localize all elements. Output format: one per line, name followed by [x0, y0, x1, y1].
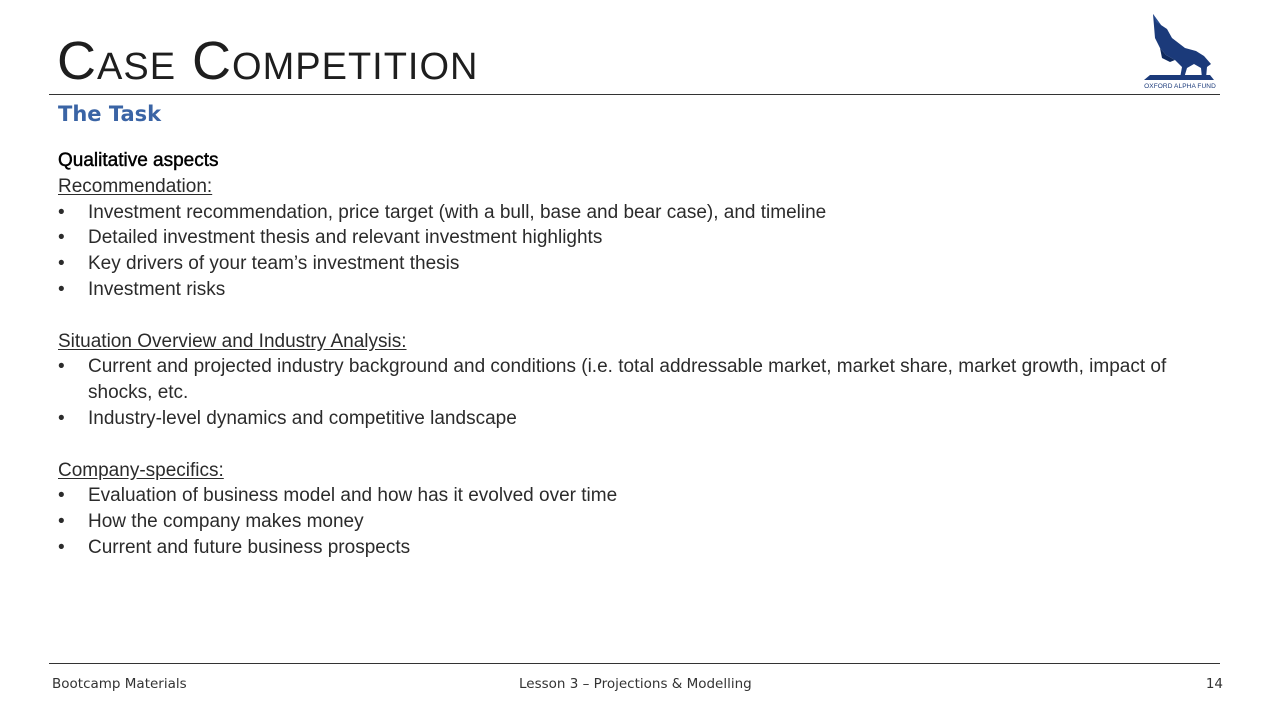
company-specifics-list — [58, 483, 1218, 560]
title-divider — [49, 94, 1220, 95]
list-item — [58, 200, 1218, 226]
section-spacer — [58, 303, 1218, 329]
section-heading-company-specifics: Company-specifics: — [58, 459, 224, 481]
bullet-icon: • — [58, 253, 65, 275]
list-item-text: How the company makes money — [88, 511, 364, 533]
list-item-text: Investment recommendation, price target (with a bull, base and bear case), and timeline — [88, 201, 827, 223]
wolf-logo-icon — [1140, 12, 1220, 92]
section-spacer — [58, 432, 1218, 458]
list-item — [58, 354, 1218, 406]
slide-content — [58, 148, 1218, 561]
list-item — [58, 509, 1218, 535]
list-item-text: Detailed investment thesis and relevant investment highlights — [88, 227, 603, 249]
list-item-text: Current and projected industry background and conditions (i.e. total addressable market, market share, market growth, impact of shocks, etc. — [88, 356, 1167, 404]
list-item — [58, 251, 1218, 277]
list-item-text: Industry-level dynamics and competitive landscape — [88, 407, 517, 429]
page-number: 14 — [1205, 676, 1223, 692]
aspects-heading: Qualitative aspects — [58, 150, 219, 171]
list-item — [58, 406, 1218, 432]
list-item — [58, 535, 1218, 561]
bullet-icon: • — [58, 511, 65, 533]
list-item-text: Key drivers of your team’s investment thesis — [88, 253, 460, 275]
footer-lesson-title: Lesson 3 – Projections & Modelling — [519, 676, 752, 692]
slide-title: Case Competition — [57, 31, 479, 91]
list-item — [58, 225, 1218, 251]
list-item-text: Evaluation of business model and how has it evolved over time — [88, 485, 618, 507]
bullet-icon: • — [58, 356, 65, 378]
footer-divider — [49, 663, 1220, 664]
section-heading-industry-analysis: Situation Overview and Industry Analysis: — [58, 330, 407, 352]
bullet-icon: • — [58, 536, 65, 558]
bullet-icon: • — [58, 407, 65, 429]
list-item — [58, 277, 1218, 303]
bullet-icon: • — [58, 278, 65, 300]
industry-analysis-list — [58, 354, 1218, 431]
slide-subtitle: The Task — [58, 102, 162, 126]
bullet-icon: • — [58, 227, 65, 249]
bullet-icon: • — [58, 485, 65, 507]
list-item — [58, 483, 1218, 509]
recommendation-list — [58, 200, 1218, 303]
list-item-text: Investment risks — [88, 278, 226, 300]
section-heading-recommendation: Recommendation: — [58, 175, 213, 197]
logo-caption: OXFORD ALPHA FUND — [1144, 83, 1216, 90]
list-item-text: Current and future business prospects — [88, 536, 411, 558]
bullet-icon: • — [58, 201, 65, 223]
footer-left-text: Bootcamp Materials — [52, 676, 187, 692]
